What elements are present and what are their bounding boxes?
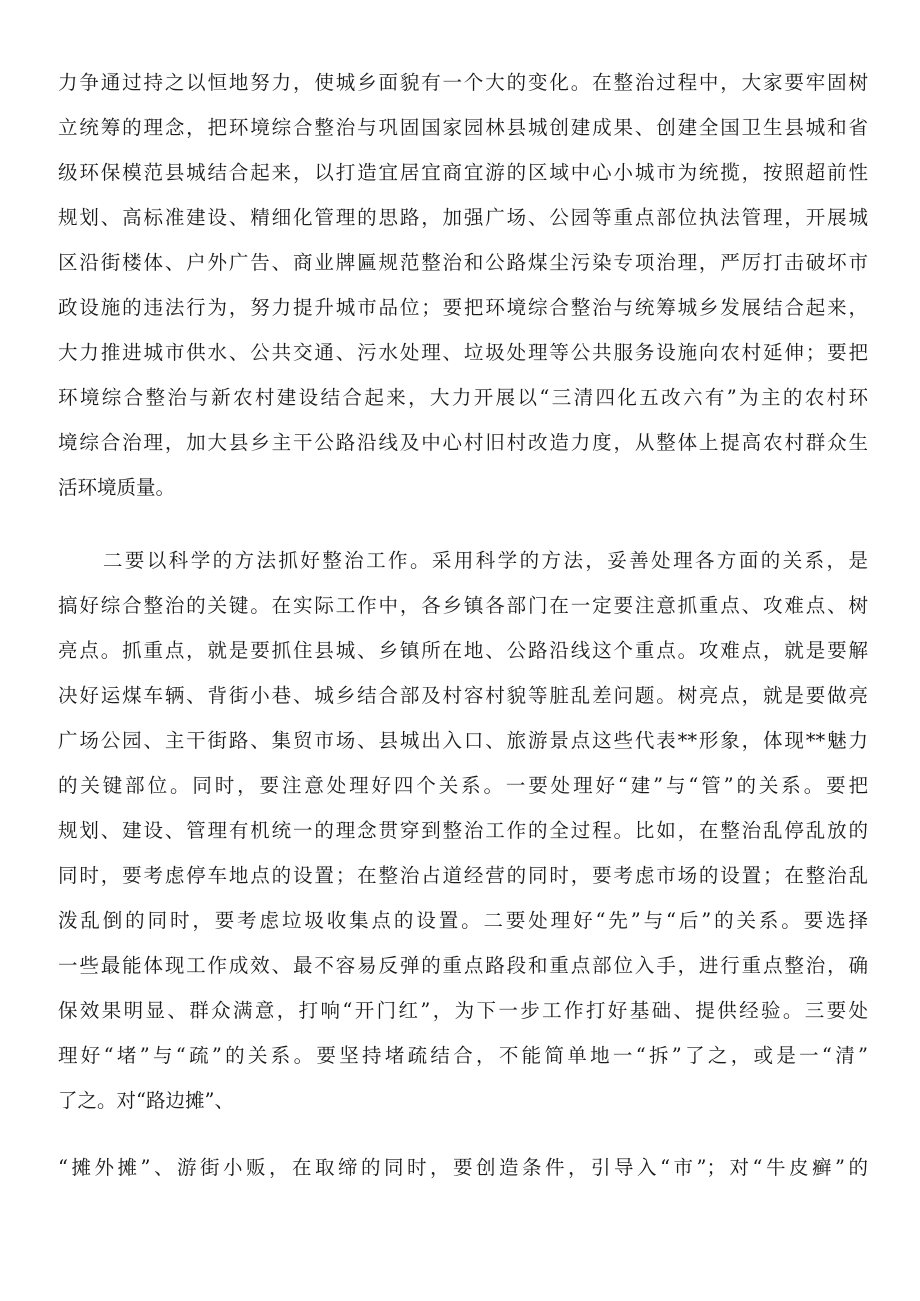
- text-line-6: 政设施的违法行为，努力提升城市品位；要把环境综合整治与统筹城乡发展结合起来，: [58, 296, 868, 319]
- text-line-24: “摊外摊”、游街小贩，在取缔的同时，要创造条件，引导入“市”；对“牛皮癣”的: [58, 1156, 868, 1179]
- paragraph-heading-line: 二要以科学的方法抓好整治工作。采用科学的方法，妥善处理各方面的关系，是: [103, 549, 868, 572]
- text-line-18: 同时，要考虑停车地点的设置；在整治占道经营的同时，要考虑市场的设置；在整治乱: [58, 864, 868, 887]
- text-line-20: 一些最能体现工作成效、最不容易反弹的重点路段和重点部位入手，进行重点整治，确: [58, 954, 868, 977]
- text-line-13: 亮点。抓重点，就是要抓住县城、乡镇所在地、公路沿线这个重点。攻难点，就是要解: [58, 639, 868, 662]
- text-line-3: 级环保模范县城结合起来，以打造宜居宜商宜游的区域中心小城市为统揽，按照超前性: [58, 161, 868, 184]
- text-line-4: 规划、高标准建设、精细化管理的思路，加强广场、公园等重点部位执法管理，开展城: [58, 206, 868, 229]
- text-line-8: 环境综合整治与新农村建设结合起来，大力开展以“三清四化五改六有”为主的农村环: [58, 386, 868, 409]
- text-line-12: 搞好综合整治的关键。在实际工作中，各乡镇各部门在一定要注意抓重点、攻难点、树: [58, 594, 868, 617]
- text-line-21: 保效果明显、群众满意，打响“开门红”，为下一步工作打好基础、提供经验。三要处: [58, 999, 868, 1022]
- text-line-1: 力争通过持之以恒地努力，使城乡面貌有一个大的变化。在整治过程中，大家要牢固树: [58, 71, 868, 94]
- text-line-7: 大力推进城市供水、公共交通、污水处理、垃圾处理等公共服务设施向农村延伸；要把: [58, 341, 868, 364]
- text-line-10: 活环境质量。: [58, 476, 176, 499]
- text-line-22: 理好“堵”与“疏”的关系。要坚持堵疏结合，不能简单地一“拆”了之，或是一“清”: [58, 1044, 868, 1067]
- text-line-14: 决好运煤车辆、背街小巷、城乡结合部及村容村貌等脏乱差问题。树亮点，就是要做亮: [58, 684, 868, 707]
- text-line-23: 了之。对“路边摊”、: [58, 1089, 234, 1112]
- text-line-16: 的关键部位。同时，要注意处理好四个关系。一要处理好“建”与“管”的关系。要把: [58, 774, 868, 797]
- text-line-9: 境综合治理，加大县乡主干公路沿线及中心村旧村改造力度，从整体上提高农村群众生: [58, 431, 868, 454]
- text-line-17: 规划、建设、管理有机统一的理念贯穿到整治工作的全过程。比如，在整治乱停乱放的: [58, 819, 868, 842]
- text-line-15: 广场公园、主干街路、集贸市场、县城出入口、旅游景点这些代表**形象，体现**魅力: [58, 729, 868, 752]
- text-line-2: 立统筹的理念，把环境综合整治与巩固国家园林县城创建成果、创建全国卫生县城和省: [58, 116, 868, 139]
- text-line-19: 泼乱倒的同时，要考虑垃圾收集点的设置。二要处理好“先”与“后”的关系。要选择: [58, 909, 868, 932]
- text-line-5: 区沿街楼体、户外广告、商业牌匾规范整治和公路煤尘污染专项治理，严厉打击破坏市: [58, 251, 868, 274]
